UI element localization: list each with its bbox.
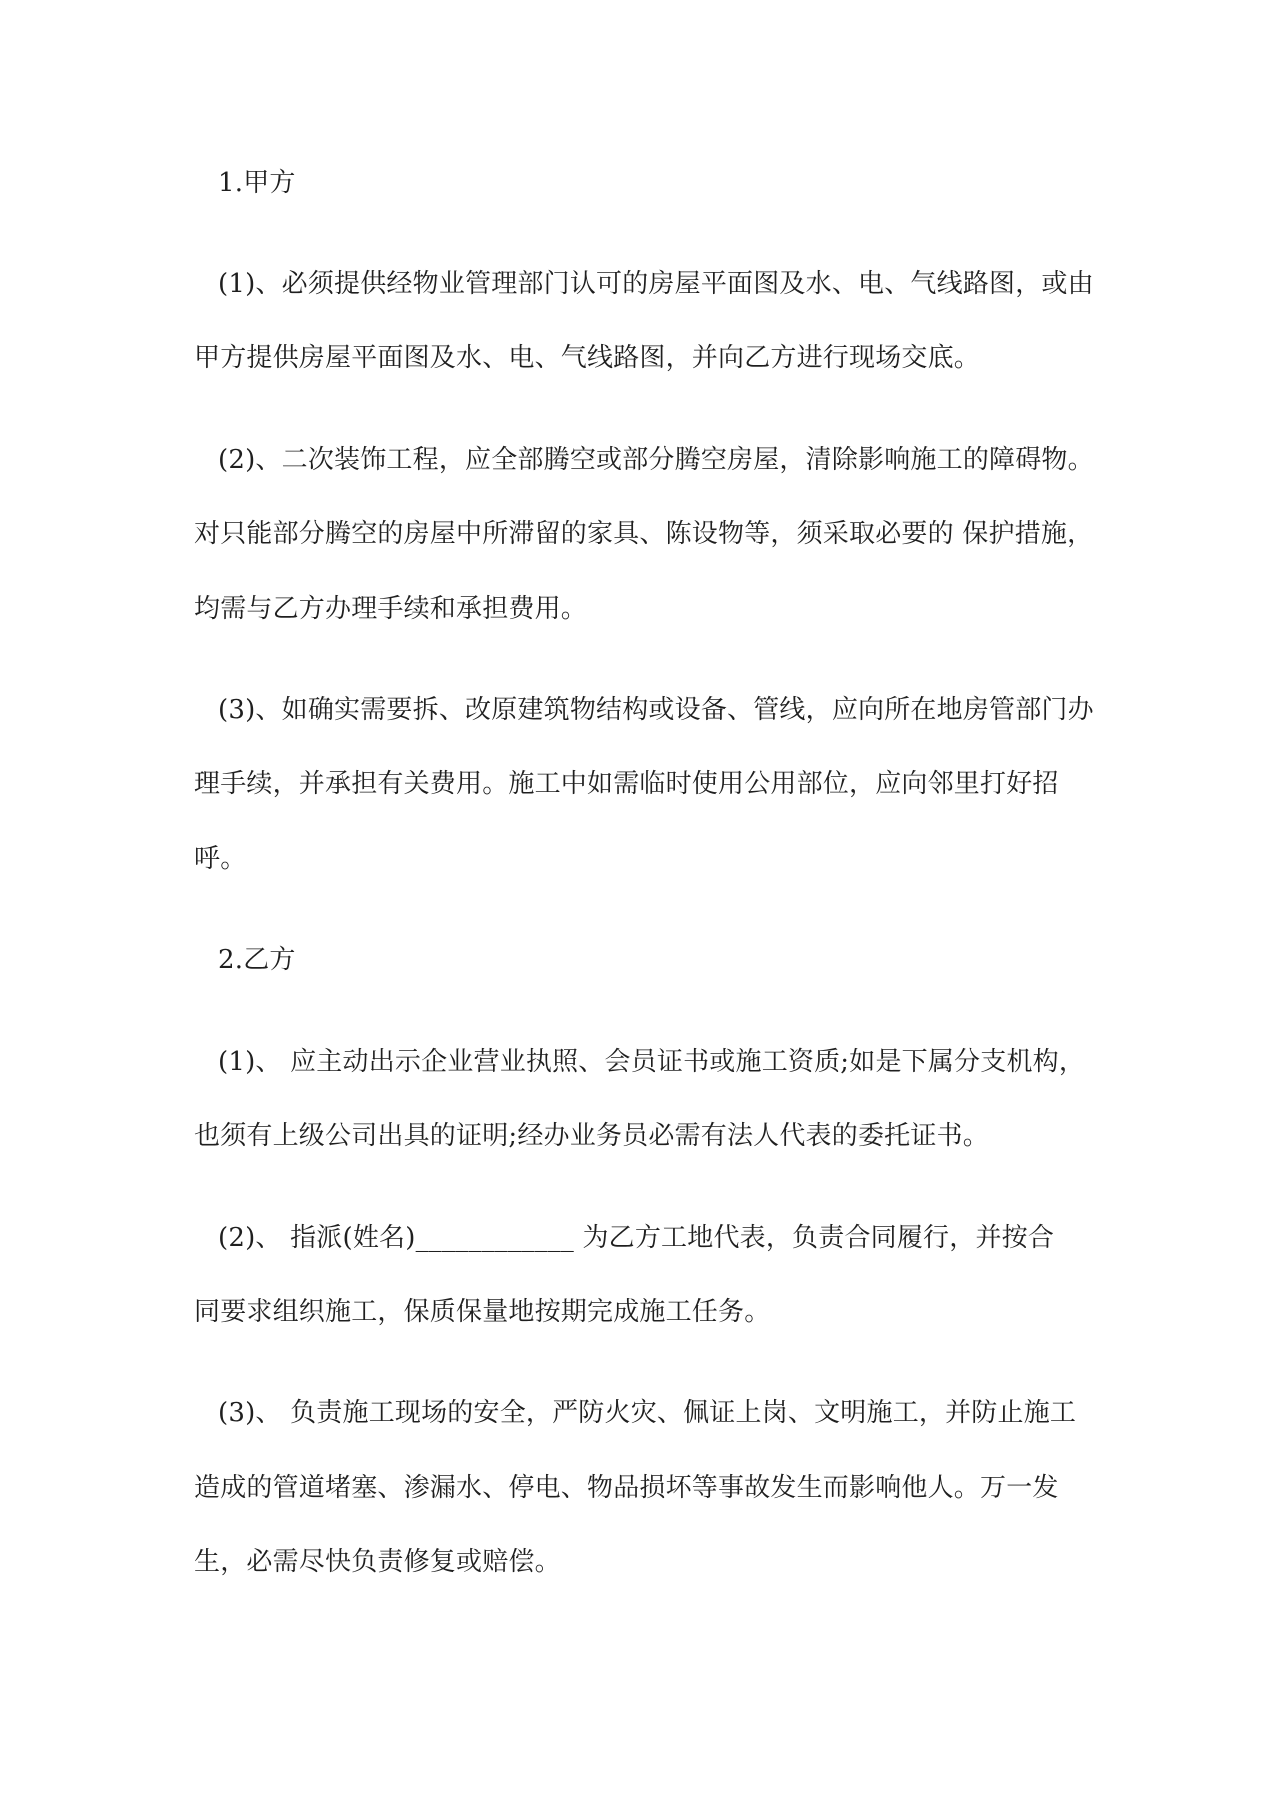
section-heading-party-b: 2.乙方 — [218, 945, 296, 975]
party-b-item-3-line-2: 造成的管道堵塞、渗漏水、停电、物品损坏等事故发生而影响他人。万一发 — [194, 1473, 1059, 1503]
party-a-item-2-line-2: 对只能部分腾空的房屋中所滞留的家具、陈设物等，须采取必要的 保护措施， — [194, 519, 1094, 549]
section-heading-party-a: 1.甲方 — [218, 168, 296, 198]
party-a-item-2-line-3: 均需与乙方办理手续和承担费用。 — [194, 594, 588, 624]
party-a-item-1-line-1: (1)、必须提供经物业管理部门认可的房屋平面图及水、电、气线路图，或由 — [218, 269, 1094, 299]
party-b-item-2-line-2: 同要求组织施工，保质保量地按期完成施工任务。 — [194, 1297, 771, 1327]
party-b-item-1-line-2: 也须有上级公司出具的证明;经办业务员必需有法人代表的委托证书。 — [194, 1121, 989, 1151]
party-a-item-1-line-2: 甲方提供房屋平面图及水、电、气线路图，并向乙方进行现场交底。 — [194, 343, 981, 373]
party-a-item-3-line-2: 理手续，并承担有关费用。施工中如需临时使用公用部位，应向邻里打好招 — [194, 769, 1059, 799]
party-a-item-3-line-1: (3)、如确实需要拆、改原建筑物结构或设备、管线，应向所在地房管部门办 — [218, 695, 1094, 725]
party-b-item-3-line-3: 生，必需尽快负责修复或赔偿。 — [194, 1547, 561, 1577]
party-b-item-1-line-1: (1)、 应主动出示企业营业执照、会员证书或施工资质;如是下属分支机构， — [218, 1047, 1086, 1077]
party-a-item-2-line-1: (2)、二次装饰工程，应全部腾空或部分腾空房屋，清除影响施工的障碍物。 — [218, 445, 1094, 475]
party-b-item-3-line-1: (3)、 负责施工现场的安全，严防火灾、佩证上岗、文明施工，并防止施工 — [218, 1398, 1077, 1428]
party-a-item-3-line-3: 呼。 — [194, 844, 247, 874]
party-b-item-2-line-1: (2)、 指派(姓名)____________ 为乙方工地代表，负责合同履行，并按合 — [218, 1223, 1055, 1253]
